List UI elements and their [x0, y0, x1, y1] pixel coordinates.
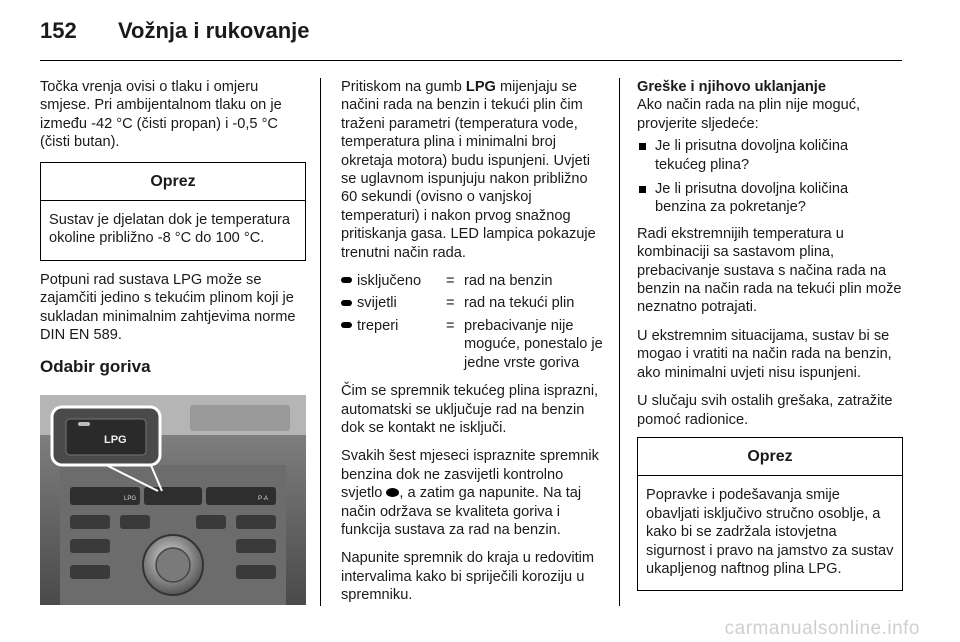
header-rule — [40, 60, 902, 61]
page-number: 152 — [40, 18, 77, 43]
led-indicator-table — [341, 272, 605, 372]
equals-sign: = — [446, 317, 455, 334]
section-heading: Odabir goriva — [40, 357, 151, 377]
paragraph: Čim se spremnik tekućeg plina isprazni, automatski se uključuje rad na benzin dok se kontakt ne isključi. — [341, 383, 599, 436]
indicator-label: isključeno — [357, 273, 422, 290]
paragraph: Potpuni rad sustava LPG može se zajamčiti jedino s tekućim plinom koji je sukladan minimalnim zahtjevima norme DIN EN 589. — [40, 271, 296, 344]
indicator-desc: rad na benzin — [464, 273, 553, 290]
paragraph: Radi ekstremnijih temperatura u kombinaciji sa sastavom plina, prebacivanje sustava s načina rada na benzin na način rada na tekući plin može neznatno potrajati. — [637, 225, 902, 316]
paragraph: U ekstremnim situacijama, sustav bi se mogao i vratiti na način rada na benzin, ako minimalni uvjeti nisu ispunjeni. — [637, 327, 892, 381]
page-title: Vožnja i rukovanje — [118, 18, 310, 43]
column-1 — [40, 78, 306, 610]
column-3 — [637, 78, 903, 601]
indicator-desc: prebacivanje nije moguće, ponestalo je jedne vrste goriva — [464, 317, 603, 371]
led-pill-icon — [341, 300, 352, 306]
svg-text:P·A: P·A — [258, 495, 269, 502]
indicator-label: treperi — [357, 317, 399, 334]
bullet-square-icon — [639, 186, 646, 193]
bullet-square-icon — [639, 143, 646, 150]
led-pill-icon — [341, 322, 352, 328]
column-2 — [341, 78, 605, 615]
paragraph: Ako način rada na plin nije moguć, provjerite sljedeće: — [637, 97, 861, 132]
paragraph: Napunite spremnik do kraja u redovitim intervalima kako bi spriječili koroziju u spremniku. — [341, 550, 595, 604]
caution-title: Oprez — [638, 438, 902, 476]
bullet-list — [637, 137, 903, 217]
column-divider — [619, 78, 620, 606]
indicator-row — [341, 272, 605, 290]
lpg-keyword: LPG — [465, 79, 496, 95]
indicator-row — [341, 294, 605, 312]
list-item — [637, 180, 903, 217]
caution-body: Sustav je djelatan dok je temperatura okoline približno -8 °C do 100 °C. — [49, 212, 290, 247]
lpg-button-photo — [40, 395, 306, 605]
fuel-warning-light-icon — [386, 488, 399, 497]
watermark: carmanualsonline.info — [724, 618, 920, 639]
caution-body: Popravke i podešavanja smije obavljati isključivo stručno osoblje, a kako bi se zadržala istovjetna sigurnost i pravo na jamstvo za sustav ukapljenog naftnog plina LPG. — [646, 487, 894, 577]
indicator-row — [341, 317, 605, 372]
caution-box — [40, 162, 306, 261]
text: Svakih šest mjeseci ispraznite spremnik benzina dok ne zasvijetli kontrolno svjetlo — [341, 448, 599, 502]
text: mijenjaju se načini rada na benzin i tekući plin čim traženi parametri (temperatura vode, temperatura plina i minimalni broj okretaja motora) budu ispunjeni. Uvjeti se uglavnom ispunjuju nakon približno 60 sekundi (ovisno o vanjskoj temperaturi) i nakon prvog snažnog pritiskanja gasa. LED lampica pokazuje trenutni način rada. — [341, 79, 596, 261]
paragraph — [341, 447, 605, 539]
led-pill-icon — [341, 277, 352, 283]
equals-sign: = — [446, 273, 455, 290]
subheading: Greške i njihovo uklanjanje — [637, 79, 826, 95]
list-item-text: Je li prisutna dovoljna količina tekućeg plina? — [655, 138, 849, 173]
list-item — [637, 137, 903, 174]
caution-title: Oprez — [41, 163, 305, 201]
text: Pritiskom na gumb — [341, 79, 466, 95]
text: , a zatim ga napunite. Na taj način održava se kvaliteta goriva i funkcija sustava za rad na benzin. — [341, 485, 582, 538]
lpg-zoom-label: LPG — [104, 433, 127, 446]
lpg-button-label: LPG — [124, 495, 137, 502]
paragraph — [341, 78, 605, 262]
paragraph: U slučaju svih ostalih grešaka, zatražite pomoć radionice. — [637, 393, 893, 428]
indicator-label: svijetli — [357, 295, 397, 312]
paragraph: Točka vrenja ovisi o tlaku i omjeru smjese. Pri ambijentalnom tlaku on je između -42 °C (čisti propan) i -0,5 °C (čisti butan). — [40, 79, 282, 151]
list-item-text: Je li prisutna dovoljna količina benzina za pokretanje? — [655, 181, 849, 216]
indicator-desc: rad na tekući plin — [464, 295, 575, 312]
column-divider — [320, 78, 321, 606]
caution-box — [637, 437, 903, 591]
equals-sign: = — [446, 295, 455, 312]
page-header — [40, 18, 310, 44]
